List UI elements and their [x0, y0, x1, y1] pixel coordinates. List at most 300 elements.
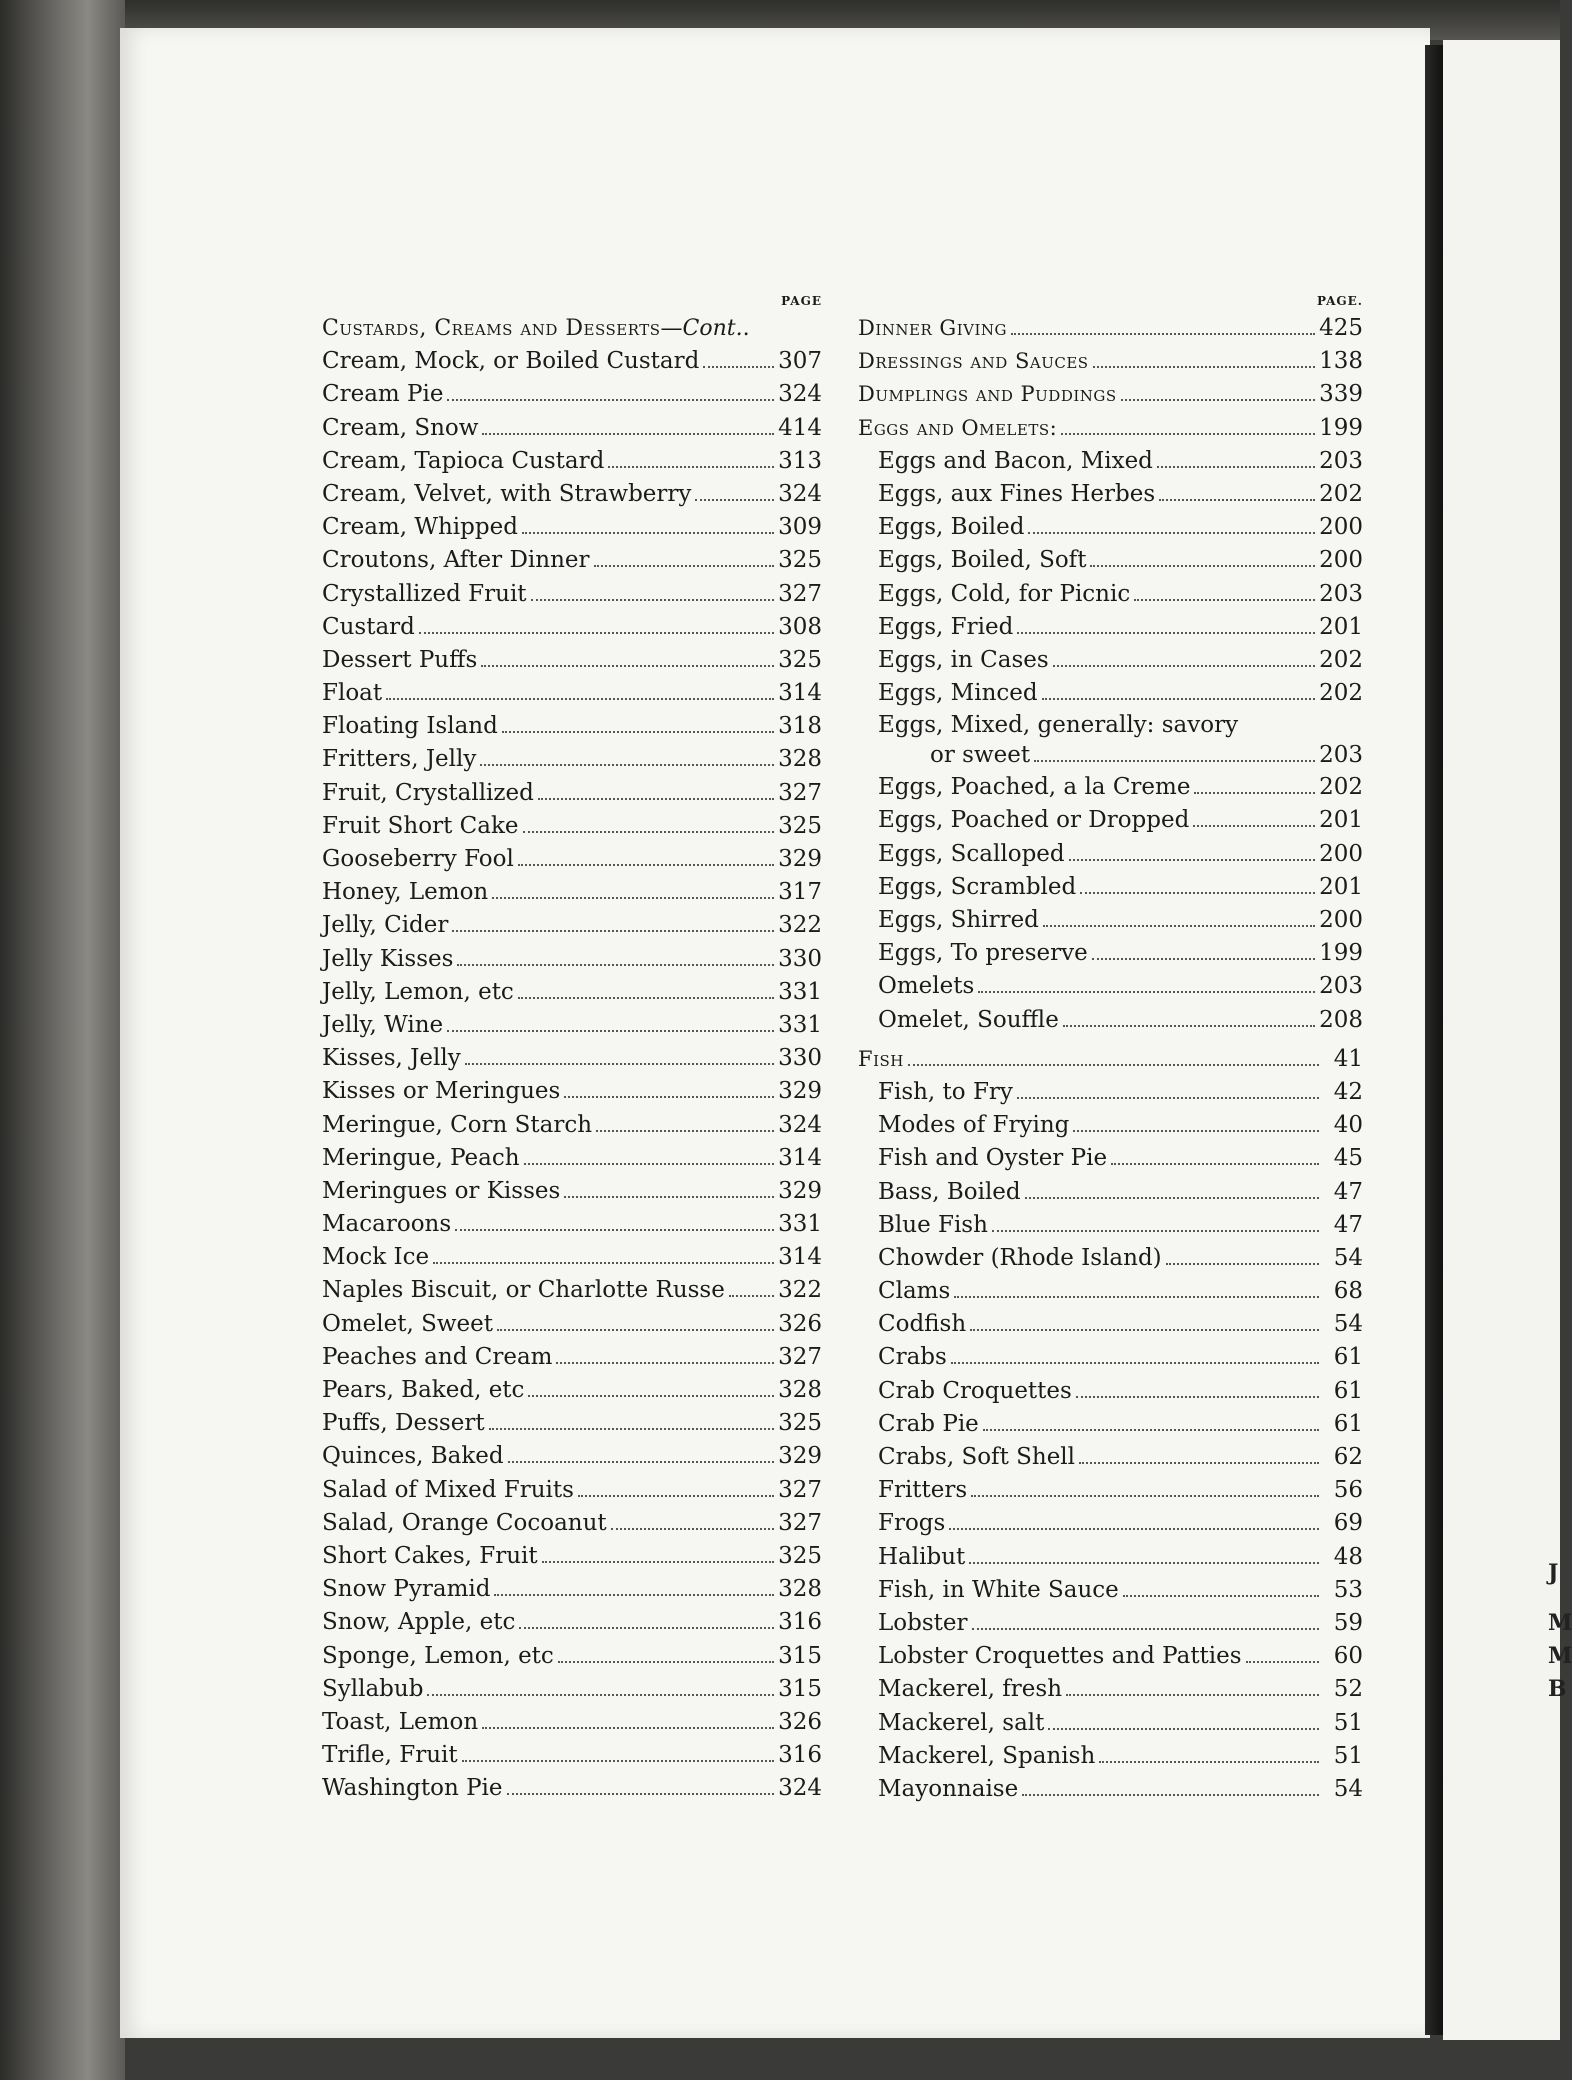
index-entry: [322, 1374, 822, 1407]
leader-dots: [1111, 1163, 1319, 1165]
index-entry-page: 202: [1319, 680, 1363, 707]
index-entry-page: 328: [778, 746, 822, 773]
index-column-right: [858, 290, 1363, 1806]
leader-dots: [1159, 499, 1315, 501]
leader-dots: [1093, 366, 1316, 368]
index-entry-text: Lobster Croquettes and Patties: [878, 1643, 1242, 1670]
index-entry-page: 325: [778, 1542, 822, 1569]
index-entry-text: Fritters, Jelly: [322, 746, 477, 773]
index-entry-page: 313: [778, 447, 822, 474]
index-entry-text: Mock Ice: [322, 1244, 430, 1271]
index-entry-text: Fruit Short Cake: [322, 812, 519, 839]
index-entry: [322, 1175, 822, 1208]
index-entry-page: 307: [778, 348, 822, 375]
leader-dots: [1011, 333, 1315, 335]
leader-dots: [1134, 599, 1315, 601]
index-entry-page: 326: [778, 1708, 822, 1735]
leader-dots: [978, 991, 1315, 993]
leader-dots: [1043, 925, 1315, 927]
leader-dots: [482, 433, 774, 435]
index-entry: [322, 677, 822, 710]
index-entry-text: Mackerel, fresh: [878, 1676, 1063, 1703]
index-entry-page: 314: [778, 1144, 822, 1171]
leader-dots: [969, 1562, 1319, 1564]
index-entry-page: 309: [778, 514, 822, 541]
index-entry-text: Lobster: [878, 1609, 968, 1636]
index-entry: [858, 1275, 1363, 1308]
index-entry: [858, 1607, 1363, 1640]
leader-dots: [695, 499, 774, 501]
index-entry: [322, 1440, 822, 1473]
index-entry-text: Trifle, Fruit: [322, 1742, 458, 1769]
index-entry-page: 325: [778, 1410, 822, 1437]
index-entry-text: Dumplings and Puddings: [858, 382, 1117, 407]
index-entry: [858, 1408, 1363, 1441]
index-entry-text: Mackerel, salt: [878, 1709, 1045, 1736]
index-entry: [858, 345, 1363, 378]
index-entry-page: 330: [778, 1045, 822, 1072]
leader-dots: [1028, 532, 1315, 534]
index-entry: [858, 710, 1363, 771]
index-entry: [858, 871, 1363, 904]
leader-dots: [954, 1296, 1319, 1298]
index-entry: [858, 1773, 1363, 1806]
facing-page-glyph: M: [1548, 1643, 1572, 1669]
index-entry-text: Omelet, Souffle: [878, 1006, 1059, 1033]
index-entry-page: 324: [778, 480, 822, 507]
leader-dots: [419, 632, 774, 634]
index-entries-right: [858, 312, 1363, 1806]
leader-dots: [528, 1395, 774, 1397]
index-entry: [322, 710, 822, 743]
leader-dots: [480, 764, 774, 766]
leader-dots: [1123, 1595, 1319, 1597]
index-entry-page: 314: [778, 1244, 822, 1271]
section-heading-cont: Cont.: [682, 316, 743, 341]
index-entry: [322, 1075, 822, 1108]
index-entry: [322, 1241, 822, 1274]
index-entry-text: Cream, Whipped: [322, 514, 518, 541]
index-entry-page: 308: [778, 613, 822, 640]
index-entry-text: Meringue, Corn Starch: [322, 1111, 593, 1138]
index-entry-text: Snow Pyramid: [322, 1576, 491, 1603]
index-entry-text: Meringues or Kisses: [322, 1177, 561, 1204]
leader-dots: [1048, 1728, 1319, 1730]
index-entry-page: 56: [1333, 1477, 1363, 1504]
index-entry-text-cont: or sweet: [930, 742, 1031, 769]
index-entry-text: Toast, Lemon: [322, 1708, 479, 1735]
index-entry: [858, 804, 1363, 837]
index-entry: [858, 1242, 1363, 1275]
page-column-label: PAGE: [781, 294, 822, 308]
index-entry: [858, 511, 1363, 544]
index-entry: [322, 777, 822, 810]
index-entry-page: 52: [1333, 1676, 1363, 1703]
index-entry-page: 201: [1319, 613, 1363, 640]
leader-dots: [564, 1096, 774, 1098]
index-entry: [858, 838, 1363, 871]
index-entry-page: 68: [1333, 1278, 1363, 1305]
index-entry-text: Eggs, Cold, for Picnic: [878, 580, 1131, 607]
index-entry-text: Short Cakes, Fruit: [322, 1542, 538, 1569]
index-entry-page: 200: [1319, 514, 1363, 541]
index-entry-text: Eggs and Omelets:: [858, 415, 1058, 440]
index-entry: [858, 378, 1363, 411]
index-entry-text: Fish, in White Sauce: [878, 1576, 1119, 1603]
index-entry: [322, 1540, 822, 1573]
index-entry: [858, 1640, 1363, 1673]
index-entry-page: 324: [778, 1111, 822, 1138]
index-entry-text: Mayonnaise: [878, 1775, 1019, 1802]
leader-dots: [596, 1130, 774, 1132]
leader-dots: [703, 366, 774, 368]
index-entry: [322, 843, 822, 876]
index-entry-text: Salad of Mixed Fruits: [322, 1476, 574, 1503]
index-entry-page: 203: [1319, 973, 1363, 1000]
index-entry-page: 425: [1319, 315, 1363, 341]
leader-dots: [970, 1329, 1319, 1331]
leader-dots: [465, 1063, 774, 1065]
facing-page-edge: [1443, 40, 1560, 2040]
leader-dots: [494, 1594, 774, 1596]
index-entry-page: 316: [778, 1609, 822, 1636]
index-entry: [858, 1109, 1363, 1142]
section-heading-title: Custards, Creams and Desserts: [322, 316, 661, 341]
leader-dots: [455, 1229, 774, 1231]
index-entry: [322, 445, 822, 478]
index-entry-page: 330: [778, 945, 822, 972]
leader-dots: [523, 831, 775, 833]
index-entry-text: Quinces, Baked: [322, 1443, 504, 1470]
index-entry-page: 327: [778, 1509, 822, 1536]
index-entry-page: 200: [1319, 907, 1363, 933]
index-entry-page: 60: [1333, 1643, 1363, 1670]
index-entry-text: Codfish: [878, 1311, 967, 1338]
index-entry: [322, 876, 822, 909]
index-entry-text: Crab Pie: [878, 1410, 979, 1437]
index-entry: [858, 1209, 1363, 1242]
index-entry: [322, 345, 822, 378]
index-entry-text: Clams: [878, 1278, 951, 1305]
index-entry-page: 208: [1319, 1006, 1363, 1033]
index-entry: [858, 1507, 1363, 1540]
index-entry-page: 201: [1319, 873, 1363, 900]
index-entry-text: Croutons, After Dinner: [322, 547, 590, 574]
index-entry-page: 200: [1319, 840, 1363, 867]
index-entry-page: 138: [1319, 348, 1363, 375]
section-heading: Custards, Creams and Desserts—Cont..: [322, 316, 750, 341]
index-entry-text: Cream, Velvet, with Strawberry: [322, 480, 692, 507]
index-entry-text: Eggs, Scalloped: [878, 840, 1065, 867]
index-entry-page: 327: [778, 779, 822, 806]
index-entry: [858, 1375, 1363, 1408]
index-entry-text: Jelly, Lemon, etc: [322, 978, 514, 1005]
index-entry: [858, 1673, 1363, 1706]
leader-dots: [519, 1627, 774, 1629]
leader-dots: [542, 1561, 774, 1563]
index-entry-page: 329: [778, 846, 822, 872]
index-entry: [858, 1474, 1363, 1507]
leader-dots: [433, 1262, 774, 1264]
index-entry-text: Peaches and Cream: [322, 1343, 553, 1370]
leader-dots: [1066, 1694, 1319, 1696]
index-entry-text: Eggs, in Cases: [878, 646, 1049, 673]
leader-dots: [447, 1030, 774, 1032]
index-entry-page: 315: [778, 1675, 822, 1702]
leader-dots: [1017, 1097, 1319, 1099]
index-entry: [858, 312, 1363, 345]
index-column-left: [322, 290, 822, 1805]
index-entry: [858, 1740, 1363, 1773]
facing-page-glyph: B: [1548, 1676, 1567, 1702]
index-entry-page: 201: [1319, 807, 1363, 834]
index-entry-page: 40: [1333, 1112, 1363, 1139]
index-entry-text: Modes of Frying: [878, 1112, 1070, 1139]
index-entry: [858, 1076, 1363, 1109]
index-entry-page: 318: [778, 713, 822, 740]
index-entry-text: Sponge, Lemon, etc: [322, 1642, 554, 1669]
index-entry: [322, 412, 822, 445]
index-entry-page: 329: [778, 1443, 822, 1470]
index-entry-page: 45: [1333, 1145, 1363, 1172]
index-entry-text: Floating Island: [322, 713, 498, 740]
leader-dots: [522, 532, 774, 534]
index-entry-text: Eggs, Boiled, Soft: [878, 547, 1087, 574]
index-entry-text: Eggs, Poached or Dropped: [878, 807, 1190, 834]
leader-dots: [462, 1760, 774, 1762]
index-entry-page: 329: [778, 1078, 822, 1105]
index-entry: [858, 478, 1363, 511]
leader-dots: [1073, 1130, 1319, 1132]
index-entry: [322, 1772, 822, 1805]
leader-dots: [608, 466, 774, 468]
index-entry-text: Macaroons: [322, 1211, 452, 1238]
leader-dots: [951, 1362, 1319, 1364]
index-entry-text: Honey, Lemon: [322, 879, 489, 906]
index-entry: [322, 943, 822, 976]
leader-dots: [482, 1727, 774, 1729]
index-entry-text: Float: [322, 680, 383, 707]
index-entry-text: Eggs, Fried: [878, 613, 1014, 640]
index-entry-text: Eggs, Boiled: [878, 514, 1025, 541]
leader-dots: [1090, 565, 1315, 567]
index-entry-text: Blue Fish: [878, 1211, 988, 1238]
leader-dots: [518, 997, 774, 999]
leader-dots: [452, 930, 774, 932]
index-entries-left: [322, 345, 822, 1805]
leader-dots: [908, 1064, 1319, 1066]
index-entry: [322, 544, 822, 577]
index-entry: [858, 1176, 1363, 1209]
index-entry-text: Naples Biscuit, or Charlotte Russe: [322, 1277, 725, 1304]
index-entry-page: 317: [778, 879, 822, 906]
index-entry-page: 331: [778, 1211, 822, 1238]
index-entry: [322, 1507, 822, 1540]
leader-dots: [502, 731, 774, 733]
index-entry-text: Eggs, Minced: [878, 680, 1038, 707]
index-entry-text: Bass, Boiled: [878, 1178, 1021, 1205]
index-entry-text: Crab Croquettes: [878, 1377, 1072, 1404]
index-entry-text: Fruit, Crystallized: [322, 779, 534, 806]
leader-dots: [1042, 698, 1315, 700]
leader-dots: [1193, 825, 1315, 827]
index-entry-page: 200: [1319, 547, 1363, 574]
index-entry: [322, 1706, 822, 1739]
index-entry-page: 202: [1319, 774, 1363, 801]
index-entry-text: Chowder (Rhode Island): [878, 1244, 1162, 1271]
index-entry-page: 327: [778, 1476, 822, 1503]
index-entry-text: Puffs, Dessert: [322, 1410, 485, 1437]
index-entry-text: Eggs, aux Fines Herbes: [878, 480, 1156, 507]
leader-dots: [1194, 792, 1315, 794]
index-entry: [858, 970, 1363, 1003]
index-entry-text: Eggs and Bacon, Mixed: [878, 447, 1153, 474]
index-entry-page: 327: [778, 1343, 822, 1370]
index-entry-text: Eggs, Mixed, generally: savory: [878, 712, 1239, 739]
leader-dots: [1246, 1661, 1319, 1663]
index-entry-page: 202: [1319, 646, 1363, 673]
index-entry: [858, 1541, 1363, 1574]
index-entry-page: 53: [1333, 1576, 1363, 1603]
index-entry: [858, 412, 1363, 445]
leader-dots: [972, 1628, 1320, 1630]
index-entry-page: 59: [1333, 1609, 1363, 1636]
facing-page-glyph: J: [1548, 1560, 1559, 1586]
index-entry-page: 339: [1319, 381, 1363, 408]
index-entry: [322, 810, 822, 843]
leader-dots: [1080, 892, 1315, 894]
leader-dots: [1034, 760, 1315, 762]
index-entry-text: Fish and Oyster Pie: [878, 1145, 1108, 1172]
leader-dots: [492, 897, 774, 899]
index-entry-text: Eggs, To preserve: [878, 940, 1088, 967]
index-entry-page: 54: [1333, 1311, 1363, 1338]
index-entry: [858, 677, 1363, 710]
index-entry: [322, 1274, 822, 1307]
leader-dots: [558, 1661, 774, 1663]
index-entry-text: Fritters: [878, 1477, 968, 1504]
index-entry: [858, 1004, 1363, 1037]
index-entry-text: Washington Pie: [322, 1775, 503, 1802]
index-entry-text: Dressings and Sauces: [858, 349, 1089, 374]
index-entry-text: Eggs, Scrambled: [878, 873, 1077, 900]
index-entry-page: 203: [1319, 580, 1363, 607]
index-entry-page: 324: [778, 1775, 822, 1802]
index-entry: [858, 1308, 1363, 1341]
index-entry: [322, 1407, 822, 1440]
index-entry-page: 325: [778, 812, 822, 839]
index-entry-page: 47: [1333, 1178, 1363, 1205]
index-entry-text: Crabs: [878, 1344, 947, 1371]
index-entry: [322, 1474, 822, 1507]
index-entry-page: 203: [1319, 447, 1363, 474]
leader-dots: [489, 1428, 775, 1430]
leader-dots: [1022, 1794, 1319, 1796]
index-entry-text: Omelets: [878, 973, 975, 1000]
index-entry: [858, 445, 1363, 478]
leader-dots: [729, 1295, 774, 1297]
index-entry-text: Salad, Orange Cocoanut: [322, 1509, 607, 1536]
index-entry-text: Crystallized Fruit: [322, 580, 527, 607]
leader-dots: [1017, 632, 1315, 634]
leader-dots: [611, 1528, 774, 1530]
leader-dots: [1166, 1263, 1319, 1265]
leader-dots: [556, 1362, 774, 1364]
index-entry-text: Snow, Apple, etc: [322, 1609, 516, 1636]
leader-dots: [992, 1230, 1319, 1232]
index-entry-page: 314: [778, 680, 822, 707]
index-entry-text: Fish: [858, 1046, 904, 1071]
leader-dots: [1025, 1197, 1319, 1199]
index-entry-text: Crabs, Soft Shell: [878, 1444, 1076, 1470]
index-entry: [322, 478, 822, 511]
leader-dots: [1099, 1761, 1319, 1763]
index-entry: [858, 1574, 1363, 1607]
index-entry-page: 61: [1333, 1344, 1363, 1371]
index-entry: [858, 544, 1363, 577]
index-entry: [858, 1341, 1363, 1374]
index-entry-page: 199: [1319, 940, 1363, 967]
leader-dots: [983, 1429, 1319, 1431]
index-entry: [858, 1043, 1363, 1076]
index-entry-text: Fish, to Fry: [878, 1078, 1013, 1105]
index-entry-page: 51: [1333, 1709, 1363, 1736]
leader-dots: [507, 1793, 775, 1795]
index-entry: [322, 1341, 822, 1374]
index-entry-text: Meringue, Peach: [322, 1144, 520, 1171]
index-entry-text: Jelly Kisses: [322, 945, 454, 972]
index-entry: [322, 1606, 822, 1639]
index-entry-text: Dinner Giving: [858, 316, 1007, 340]
index-entry: [322, 378, 822, 411]
index-entry-page: 325: [778, 646, 822, 673]
index-entry: [322, 1042, 822, 1075]
index-entry-text: Cream, Mock, or Boiled Custard: [322, 348, 700, 375]
leader-dots: [949, 1528, 1319, 1530]
index-entry-page: 199: [1319, 414, 1363, 441]
index-entry-page: 41: [1333, 1045, 1363, 1072]
index-entry-text: Mackerel, Spanish: [878, 1742, 1096, 1769]
leader-dots: [447, 399, 774, 401]
index-entry-text: Omelet, Sweet: [322, 1310, 494, 1337]
index-entry: [322, 511, 822, 544]
index-entry-page: 62: [1333, 1444, 1363, 1470]
index-entry-page: 69: [1333, 1510, 1363, 1537]
index-entry-page: 331: [778, 1011, 822, 1038]
index-entry-page: 54: [1333, 1775, 1363, 1802]
index-entry-text: Cream, Snow: [322, 414, 479, 441]
leader-dots: [457, 964, 774, 966]
index-entry: [322, 1109, 822, 1142]
index-entry-page: 48: [1333, 1543, 1363, 1570]
index-entry-text: Frogs: [878, 1510, 946, 1537]
index-entry-text: Kisses or Meringues: [322, 1078, 561, 1105]
index-entry-text: Kisses, Jelly: [322, 1045, 461, 1072]
leader-dots: [531, 599, 775, 601]
leader-dots: [1076, 1396, 1319, 1398]
index-entry-page: 54: [1333, 1244, 1363, 1271]
index-entry: [322, 611, 822, 644]
leader-dots: [1079, 1462, 1319, 1464]
index-entry-page: 61: [1333, 1410, 1363, 1437]
index-entry: [322, 976, 822, 1009]
index-entry: [322, 578, 822, 611]
index-entry-text: Syllabub: [322, 1675, 424, 1702]
leader-dots: [971, 1495, 1319, 1497]
index-entry-page: 328: [778, 1576, 822, 1603]
index-entry-text: Gooseberry Fool: [322, 846, 514, 872]
leader-dots: [1121, 399, 1315, 401]
